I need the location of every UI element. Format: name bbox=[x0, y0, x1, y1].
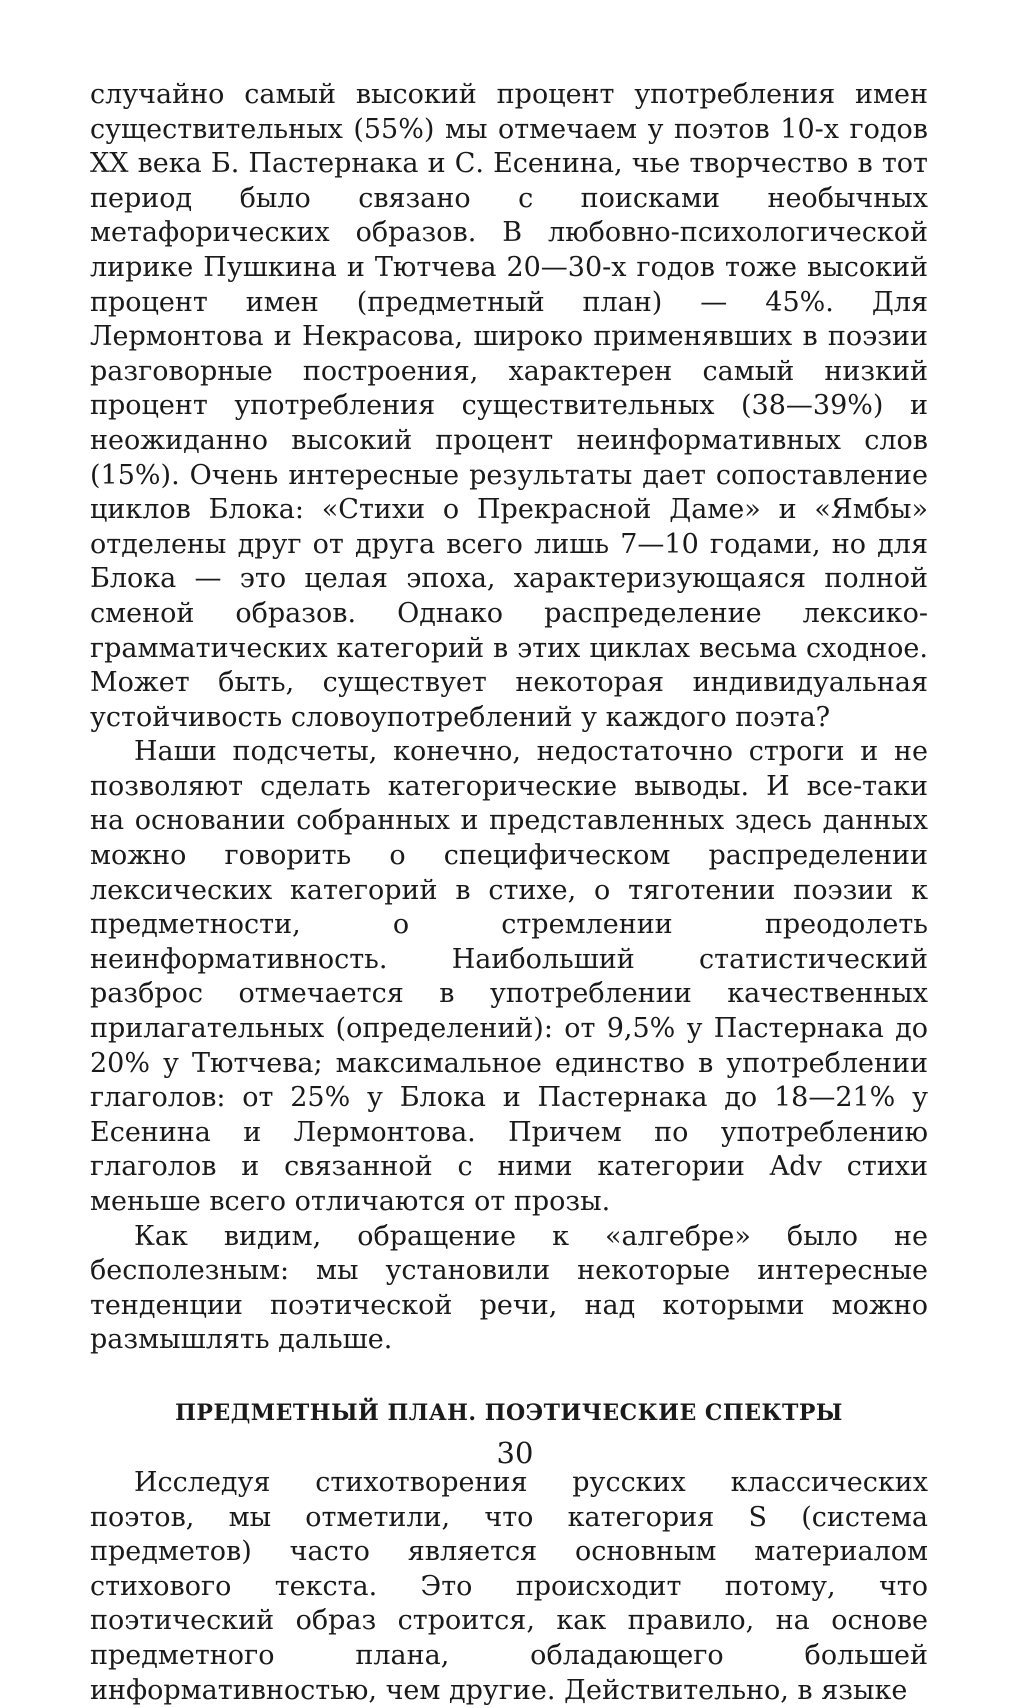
paragraph-conclusions: Наши подсчеты, конечно, недостаточно строги и не позволяют сделать категорические выводы. И все-таки на основании собранных и представленных здесь данных можно говорить о специфическом распределении лексических категорий в стихе, о тяготении поэзии к предметности, о стремлении преодолеть неинформативность. Наибольший статистический разброс отмечается в употреблении качественных прилагательных (определений): от 9,5% у Пастернака до 20% у Тютчева; максимальное единство в употреблении глаголов: от 25% у Блока и Пастернака до 18—21% у Есенина и Лермонтова. Причем по употреблению глаголов и связанной с ними категории Adv стихи меньше всего отличаются от прозы. bbox=[90, 736, 928, 1217]
page-number: 30 bbox=[496, 1436, 534, 1470]
paragraph-algebra: Как видим, обращение к «алгебре» было не бесполезным: мы установили некоторые интересные тенденции поэтической речи, над которыми можно размышлять дальше. bbox=[90, 1220, 928, 1356]
section-heading: ПРЕДМЕТНЫЙ ПЛАН. ПОЭТИЧЕСКИЕ СПЕКТРЫ bbox=[175, 1399, 843, 1426]
paragraph-section-intro: Исследуя стихотворения русских классических поэтов, мы отметили, что категория S (система предметов) часто является основным материалом стихового текста. Это происходит потому, что поэтический образ строится, как правило, на основе предметного плана, обладающего большей информативностью, чем другие. Действительно, в языке bbox=[90, 1466, 928, 1706]
paragraph-continuation: случайно самый высокий процент употребления имен существительных (55%) мы отмечаем у поэтов 10-х годов XX века Б. Пастернака и С. Есенина, чье творчество в тот период было связано с поисками необычных метафорических образов. В любовно-психологической лирике Пушкина и Тютчева 20—30-х годов тоже высокий процент имен (предметный план) — 45%. Для Лермонтова и Некрасова, широко применявших в поэзии разговорные построения, характерен самый низкий процент употребления существительных (38—39%) и неожиданно высокий процент неинформативных слов (15%). Очень интересные результаты дает сопоставление циклов Блока: «Стихи о Прекрасной Даме» и «Ямбы» отделены друг от друга всего лишь 7—10 годами, но для Блока — это целая эпоха, характеризующаяся полной сменой образов. Однако распределение лексико-грамматических категорий в этих циклах весьма сходное. Может быть, существует некоторая индивидуальная устойчивость словоупотреблений у каждого поэта? bbox=[90, 79, 928, 733]
